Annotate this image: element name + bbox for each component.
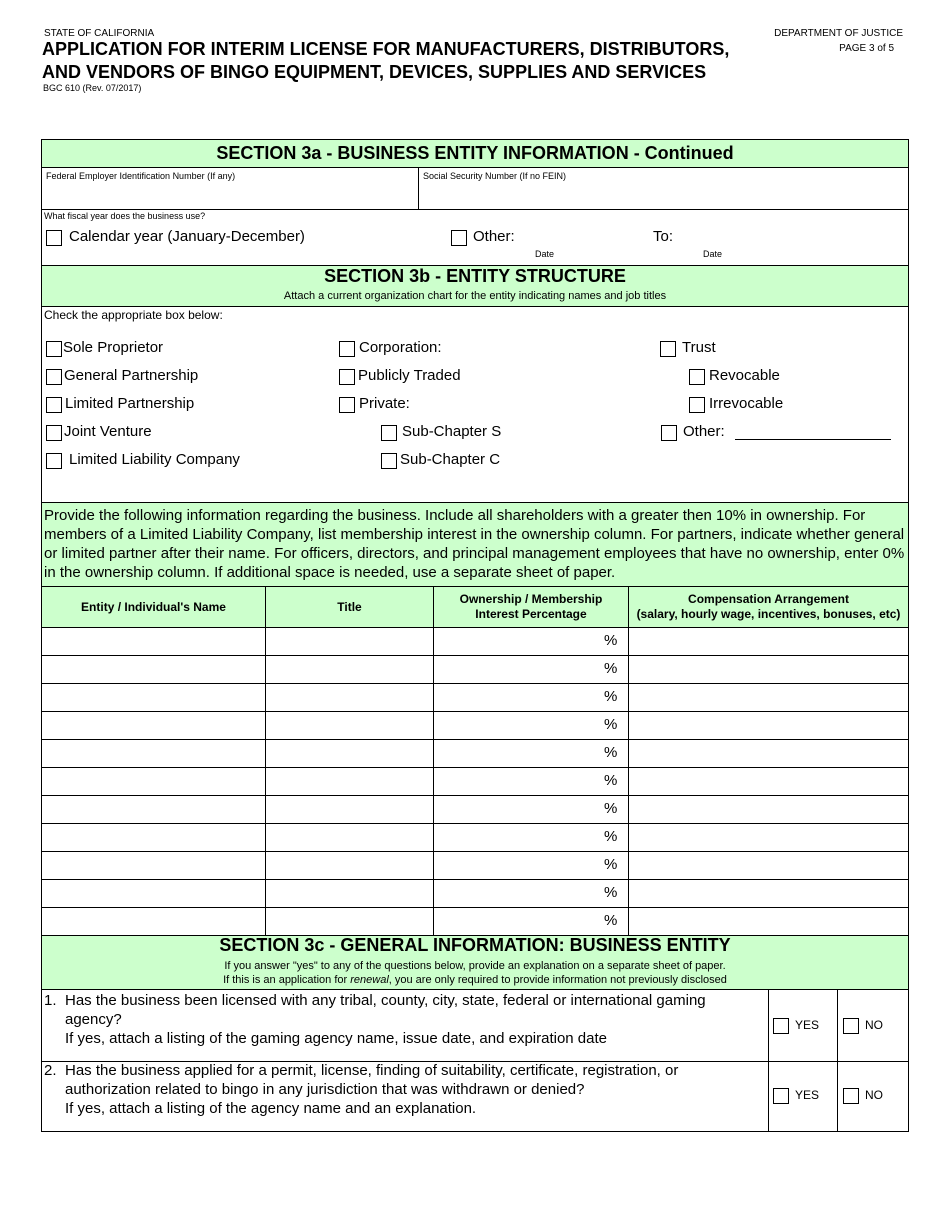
percent-sign: % — [604, 912, 618, 929]
sole-proprietor-label: Sole Proprietor — [63, 339, 164, 356]
structure-other-label: Other: — [683, 423, 725, 440]
question-1-no-label: NO — [865, 1018, 883, 1032]
fiscal-other-checkbox[interactable] — [451, 230, 467, 246]
col-header-compensation — [629, 587, 908, 627]
renewal-emphasis: renewal — [350, 974, 389, 986]
fiscal-to-label: To: — [653, 228, 674, 245]
sub-chapter-s-label: Sub-Chapter S — [402, 423, 502, 440]
question-2-number: 2. — [44, 1062, 57, 1079]
table-row[interactable] — [42, 684, 908, 711]
table-row[interactable] — [42, 796, 908, 823]
percent-sign: % — [604, 716, 618, 733]
calendar-year-label: Calendar year (January-December) — [69, 228, 305, 245]
question-1-yes-label: YES — [795, 1018, 820, 1032]
to-date-label: Date — [703, 249, 723, 259]
joint-venture-checkbox[interactable] — [46, 425, 62, 441]
col-header-title: Title — [337, 599, 362, 614]
publicly-traded-label: Publicly Traded — [358, 367, 461, 384]
page-number: PAGE 3 of 5 — [839, 43, 894, 54]
question-1-line-3: If yes, attach a listing of the gaming agency name, issue date, and expiration date — [65, 1030, 607, 1047]
private-label: Private: — [359, 395, 410, 412]
col-header-compensation-line2: (salary, hourly wage, incentives, bonuses, etc) — [636, 607, 901, 621]
sub-chapter-s-checkbox[interactable] — [381, 425, 397, 441]
fiscal-year-question: What fiscal year does the business use? — [44, 211, 206, 221]
percent-sign: % — [604, 632, 618, 649]
section-3c-subtitle-2 — [42, 974, 908, 986]
table-row[interactable] — [42, 768, 908, 795]
sole-proprietor-checkbox[interactable] — [46, 341, 62, 357]
form-id: BGC 610 (Rev. 07/2017) — [43, 83, 142, 93]
general-partnership-label: General Partnership — [64, 367, 199, 384]
trust-label: Trust — [682, 339, 716, 356]
revocable-checkbox[interactable] — [689, 369, 705, 385]
joint-venture-label: Joint Venture — [64, 423, 152, 440]
structure-other-input[interactable] — [735, 423, 891, 440]
question-2-line-3: If yes, attach a listing of the agency name and an explanation. — [65, 1100, 477, 1117]
table-row[interactable] — [42, 656, 908, 683]
percent-sign: % — [604, 800, 618, 817]
corporation-label: Corporation: — [359, 339, 442, 356]
fiscal-other-label: Other: — [473, 228, 515, 245]
percent-sign: % — [604, 744, 618, 761]
section-3c-subtitle-2-post: , you are only required to provide information not previously disclosed — [388, 974, 727, 986]
col-header-ownership — [434, 587, 628, 627]
col-header-ownership-line1: Ownership / Membership — [459, 592, 603, 606]
percent-sign: % — [604, 688, 618, 705]
check-box-instruction: Check the appropriate box below: — [44, 308, 223, 322]
question-1-line-2: agency? — [65, 1011, 122, 1028]
fein-input[interactable] — [42, 182, 418, 208]
question-1-number: 1. — [44, 992, 57, 1009]
corporation-checkbox[interactable] — [339, 341, 355, 357]
question-2-no-checkbox[interactable] — [843, 1088, 859, 1104]
irrevocable-checkbox[interactable] — [689, 397, 705, 413]
llc-label: Limited Liability Company — [69, 451, 240, 468]
table-row[interactable] — [42, 880, 908, 907]
table-row[interactable] — [42, 628, 908, 655]
publicly-traded-checkbox[interactable] — [339, 369, 355, 385]
calendar-year-checkbox[interactable] — [46, 230, 62, 246]
private-checkbox[interactable] — [339, 397, 355, 413]
revocable-label: Revocable — [709, 367, 780, 384]
ownership-instructions: Provide the following information regarding the business. Include all shareholders with a greater then 10% in ownership. For members of a Limited Liability Company, list membership interest in the ownership column. For partners, indicate whether general or limited partner after their name. For officers, directors, and principal management employees that have no ownership, enter 0% in the ownership column. If additional space is needed, use a separate sheet of paper. — [42, 503, 908, 586]
question-2-line-2: authorization related to bingo in any jurisdiction that was withdrawn or denied? — [65, 1081, 585, 1098]
structure-other-checkbox[interactable] — [661, 425, 677, 441]
section-3b-subtitle: Attach a current organization chart for the entity indicating names and job titles — [283, 290, 667, 302]
table-row[interactable] — [42, 908, 908, 935]
section-3a-title: SECTION 3a - BUSINESS ENTITY INFORMATION - Continued — [216, 143, 734, 163]
form-title-line-1: APPLICATION FOR INTERIM LICENSE FOR MANUFACTURERS, DISTRIBUTORS, — [42, 39, 730, 59]
question-1-yes-checkbox[interactable] — [773, 1018, 789, 1034]
fiscal-to-date-input[interactable] — [680, 228, 830, 246]
state-label: STATE OF CALIFORNIA — [44, 28, 155, 39]
question-2-yes-checkbox[interactable] — [773, 1088, 789, 1104]
section-3c-subtitle-1: If you answer "yes" to any of the questions below, provide an explanation on a separate sheet of paper. — [224, 960, 726, 972]
ssn-input[interactable] — [420, 182, 906, 208]
question-2-line-1: Has the business applied for a permit, license, finding of suitability, certificate, registration, or — [65, 1062, 679, 1079]
table-row[interactable] — [42, 740, 908, 767]
table-row[interactable] — [42, 824, 908, 851]
percent-sign: % — [604, 856, 618, 873]
trust-checkbox[interactable] — [660, 341, 676, 357]
from-date-label: Date — [535, 249, 555, 259]
percent-sign: % — [604, 772, 618, 789]
col-header-ownership-line2: Interest Percentage — [475, 607, 587, 621]
percent-sign: % — [604, 660, 618, 677]
llc-checkbox[interactable] — [46, 453, 62, 469]
form-title-line-2: AND VENDORS OF BINGO EQUIPMENT, DEVICES, SUPPLIES AND SERVICES — [42, 62, 707, 82]
fiscal-from-date-input[interactable] — [520, 228, 640, 246]
percent-sign: % — [604, 828, 618, 845]
limited-partnership-label: Limited Partnership — [65, 395, 195, 412]
department-label: DEPARTMENT OF JUSTICE — [774, 28, 903, 39]
sub-chapter-c-checkbox[interactable] — [381, 453, 397, 469]
section-3c-title: SECTION 3c - GENERAL INFORMATION: BUSINESS ENTITY — [219, 935, 731, 955]
general-partnership-checkbox[interactable] — [46, 369, 62, 385]
col-header-compensation-line1: Compensation Arrangement — [688, 592, 849, 606]
section-3b-title: SECTION 3b - ENTITY STRUCTURE — [324, 266, 626, 286]
limited-partnership-checkbox[interactable] — [46, 397, 62, 413]
question-1-line-1: Has the business been licensed with any tribal, county, city, state, federal or international gaming — [65, 992, 706, 1009]
table-row[interactable] — [42, 852, 908, 879]
table-row[interactable] — [42, 712, 908, 739]
percent-sign: % — [604, 884, 618, 901]
question-1-no-checkbox[interactable] — [843, 1018, 859, 1034]
question-2-no-label: NO — [865, 1088, 883, 1102]
fein-label: Federal Employer Identification Number (If any) — [46, 171, 236, 181]
sub-chapter-c-label: Sub-Chapter C — [400, 451, 501, 468]
question-2-yes-label: YES — [795, 1088, 820, 1102]
section-3c-subtitle-2-pre: If this is an application for — [223, 974, 351, 986]
col-header-name: Entity / Individual's Name — [81, 599, 226, 614]
ssn-label: Social Security Number (If no FEIN) — [423, 171, 567, 181]
irrevocable-label: Irrevocable — [709, 395, 784, 412]
